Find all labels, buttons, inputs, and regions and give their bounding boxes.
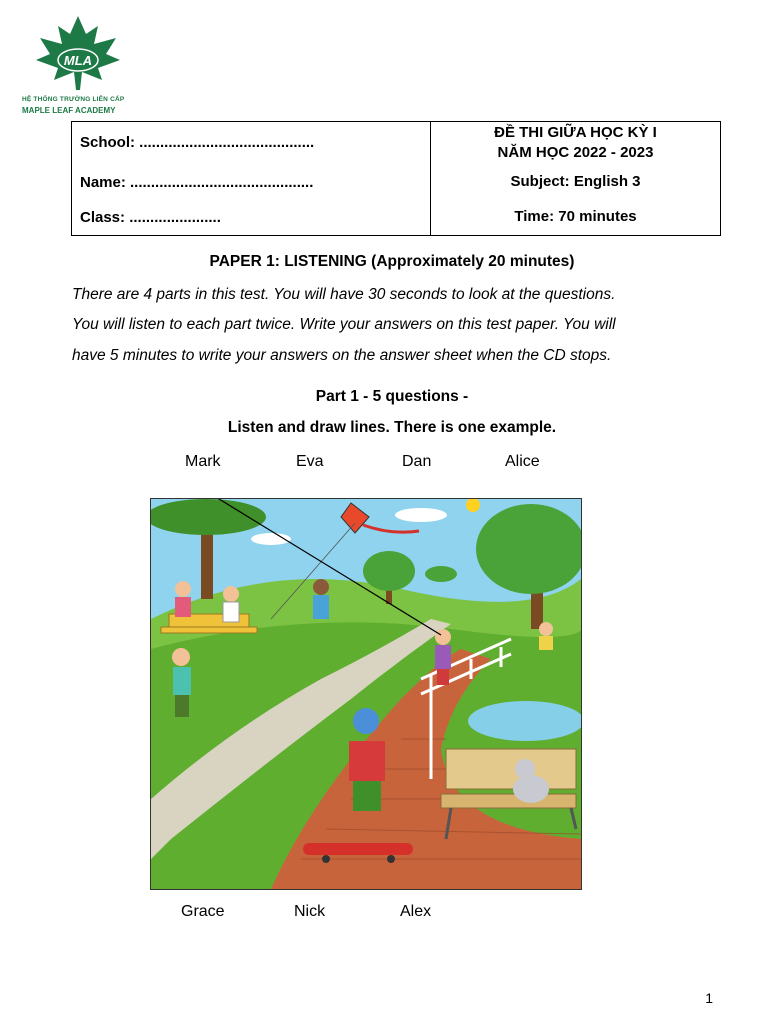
subject-label: Subject: English 3 <box>510 173 641 190</box>
name-field[interactable]: Name: ............................................ <box>80 174 314 191</box>
paper-title: PAPER 1: LISTENING (Approximately 20 minutes) <box>209 253 575 270</box>
name-label-alice: Alice <box>505 453 540 470</box>
pond <box>468 701 581 741</box>
name-label-alex: Alex <box>400 903 432 920</box>
instruction-line-1: There are 4 parts in this test. You will have 30 seconds to look at the questions. <box>72 286 616 303</box>
park-scene-drawing <box>151 499 581 889</box>
exam-title: ĐỀ THI GIỮA HỌC KỲ I <box>494 124 657 141</box>
cat <box>513 775 549 803</box>
school-field[interactable]: School: .......................................... <box>80 134 315 151</box>
logo-tagline: HỆ THỐNG TRƯỜNG LIÊN CẤP <box>22 96 125 103</box>
child-figure <box>435 629 451 685</box>
child-figure <box>313 579 329 619</box>
class-field[interactable]: Class: ...................... <box>80 209 221 226</box>
name-label-grace: Grace <box>181 903 225 920</box>
name-label-mark: Mark <box>185 453 221 470</box>
instruction-line-3: have 5 minutes to write your answers on the answer sheet when the CD stops. <box>72 347 612 364</box>
student-info-table <box>71 121 721 236</box>
maple-leaf-icon <box>32 14 124 92</box>
time-label: Time: 70 minutes <box>514 208 637 225</box>
student-fields-cell <box>72 122 431 235</box>
school-logo <box>22 14 134 116</box>
name-label-eva: Eva <box>296 453 324 470</box>
logo-badge-text: MLA <box>63 53 93 68</box>
exam-info-cell <box>431 122 720 235</box>
child-figure <box>223 586 239 622</box>
child-figure <box>175 581 191 617</box>
school-year: NĂM HỌC 2022 - 2023 <box>497 144 654 161</box>
logo-school-name: MAPLE LEAF ACADEMY <box>22 106 116 115</box>
part1-instruction: Listen and draw lines. There is one example. <box>227 419 557 436</box>
park-scene-illustration <box>150 498 582 890</box>
instruction-line-2: You will listen to each part twice. Write your answers on this test paper. You will <box>72 316 616 333</box>
name-label-nick: Nick <box>294 903 326 920</box>
child-figure <box>539 622 553 650</box>
name-label-dan: Dan <box>402 453 432 470</box>
page-number: 1 <box>705 990 713 1006</box>
part1-title: Part 1 - 5 questions - <box>315 388 469 405</box>
tree <box>476 504 581 594</box>
